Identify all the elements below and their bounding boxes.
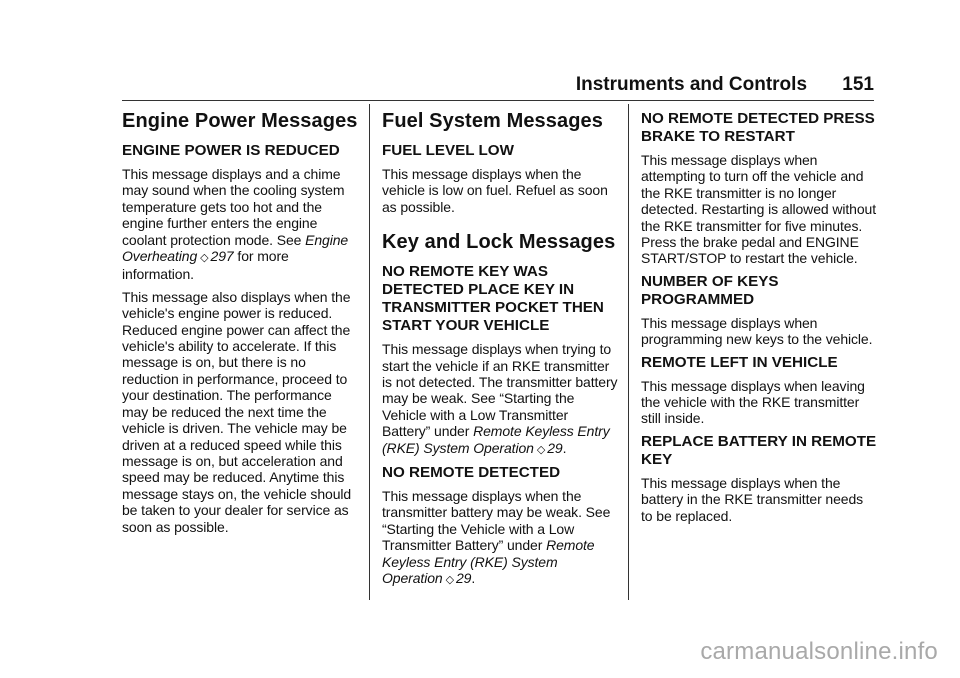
- no-remote-press-brake-paragraph: This message displays when attempting to turn off the vehicle and the RKE transmitter is no longer detected. Restarting is allowed without the RKE transmitter for five minutes. Press the brake pedal and ENGINE START/STOP to restart the vehicle.: [641, 152, 877, 267]
- paragraph-tail: for more information.: [122, 248, 289, 283]
- no-remote-key-detected-paragraph: [382, 341, 618, 458]
- watermark: carmanualsonline.info: [700, 638, 938, 665]
- no-remote-press-brake-heading: NO REMOTE DETECTED PRESS BRAKE TO RESTART: [641, 110, 875, 145]
- page-ref-icon: ◇: [200, 252, 209, 265]
- page-ref-icon: ◇: [536, 443, 546, 456]
- column-divider-2: [628, 104, 629, 600]
- fuel-level-low-paragraph: This message displays when the vehicle is low on fuel. Refuel as soon as possible.: [382, 166, 608, 215]
- page-header: [576, 74, 874, 96]
- engine-power-reduced-heading: ENGINE POWER IS REDUCED: [122, 142, 340, 159]
- column-3: [641, 108, 877, 530]
- rke-system-operation-link[interactable]: Remote Keyless Entry (RKE) System Operation: [382, 537, 595, 587]
- number-of-keys-paragraph: This message displays when programming new keys to the vehicle.: [641, 314, 873, 348]
- rke-system-operation-link[interactable]: Remote Keyless Entry (RKE) System Operation: [382, 423, 610, 456]
- column-1: [122, 108, 358, 541]
- no-remote-detected-paragraph: [382, 488, 618, 588]
- key-and-lock-messages-title: Key and Lock Messages: [382, 231, 616, 254]
- number-of-keys-heading: NUMBER OF KEYS PROGRAMMED: [641, 272, 779, 308]
- remote-left-heading: REMOTE LEFT IN VEHICLE: [641, 353, 838, 371]
- engine-power-messages-title: Engine Power Messages: [122, 110, 358, 132]
- paragraph-text: This message displays and a chime may sound when the cooling system temperature gets too hot and the engine further enters the engine coolant protection mode. See: [122, 166, 345, 248]
- paragraph-text: This message displays when the transmitter battery may be weak. See “Starting the Vehicle with a Low Transmitter Battery” under: [382, 488, 611, 554]
- paragraph-text: This message displays when trying to start the vehicle if an RKE transmitter is not detected. The transmitter battery may be weak. See “Starting the Vehicle with a Low Transmitter Battery” under: [382, 341, 618, 440]
- header-rule: [122, 100, 874, 101]
- paragraph-tail: .: [562, 439, 567, 456]
- fuel-level-low-heading: FUEL LEVEL LOW: [382, 142, 514, 159]
- page-ref-297[interactable]: 297: [210, 248, 234, 265]
- section-title: Instruments and Controls: [575, 74, 808, 95]
- replace-battery-paragraph: This message displays when the battery in the RKE transmitter needs to be replaced.: [641, 474, 864, 524]
- page-ref-icon: ◇: [445, 574, 454, 587]
- column-2: [382, 108, 618, 595]
- remote-left-paragraph: This message displays when leaving the vehicle with the RKE transmitter still inside.: [641, 377, 865, 427]
- no-remote-key-detected-heading: NO REMOTE KEY WAS DETECTED PLACE KEY IN TRANSMITTER POCKET THEN START YOUR VEHICLE: [382, 263, 604, 335]
- page-ref-29[interactable]: 29: [455, 570, 472, 587]
- fuel-system-messages-title: Fuel System Messages: [382, 110, 603, 132]
- engine-overheating-link[interactable]: Engine Overheating: [122, 231, 349, 265]
- engine-power-reduced-paragraph-2: This message also displays when the vehicle's engine power is reduced. Reduced engine power can affect the vehicle's ability to accelerate. If this message is on, but there is no reduction in performance, proceed to your destination. The performance may be reduced the next time the vehicle is driven. The vehicle may be driven at a reduced speed while this message is on, but acceleration and speed may be reduced. Anytime this message stays on, the vehicle should be taken to your dealer for service as soon as possible.: [122, 288, 352, 535]
- paragraph-tail: .: [471, 570, 476, 587]
- no-remote-detected-heading: NO REMOTE DETECTED: [382, 464, 561, 482]
- page-ref-29[interactable]: 29: [547, 439, 563, 456]
- engine-power-reduced-paragraph-1: [122, 166, 358, 283]
- replace-battery-heading: REPLACE BATTERY IN REMOTE KEY: [641, 432, 877, 468]
- column-divider-1: [369, 104, 370, 600]
- page-number: 151: [842, 74, 874, 95]
